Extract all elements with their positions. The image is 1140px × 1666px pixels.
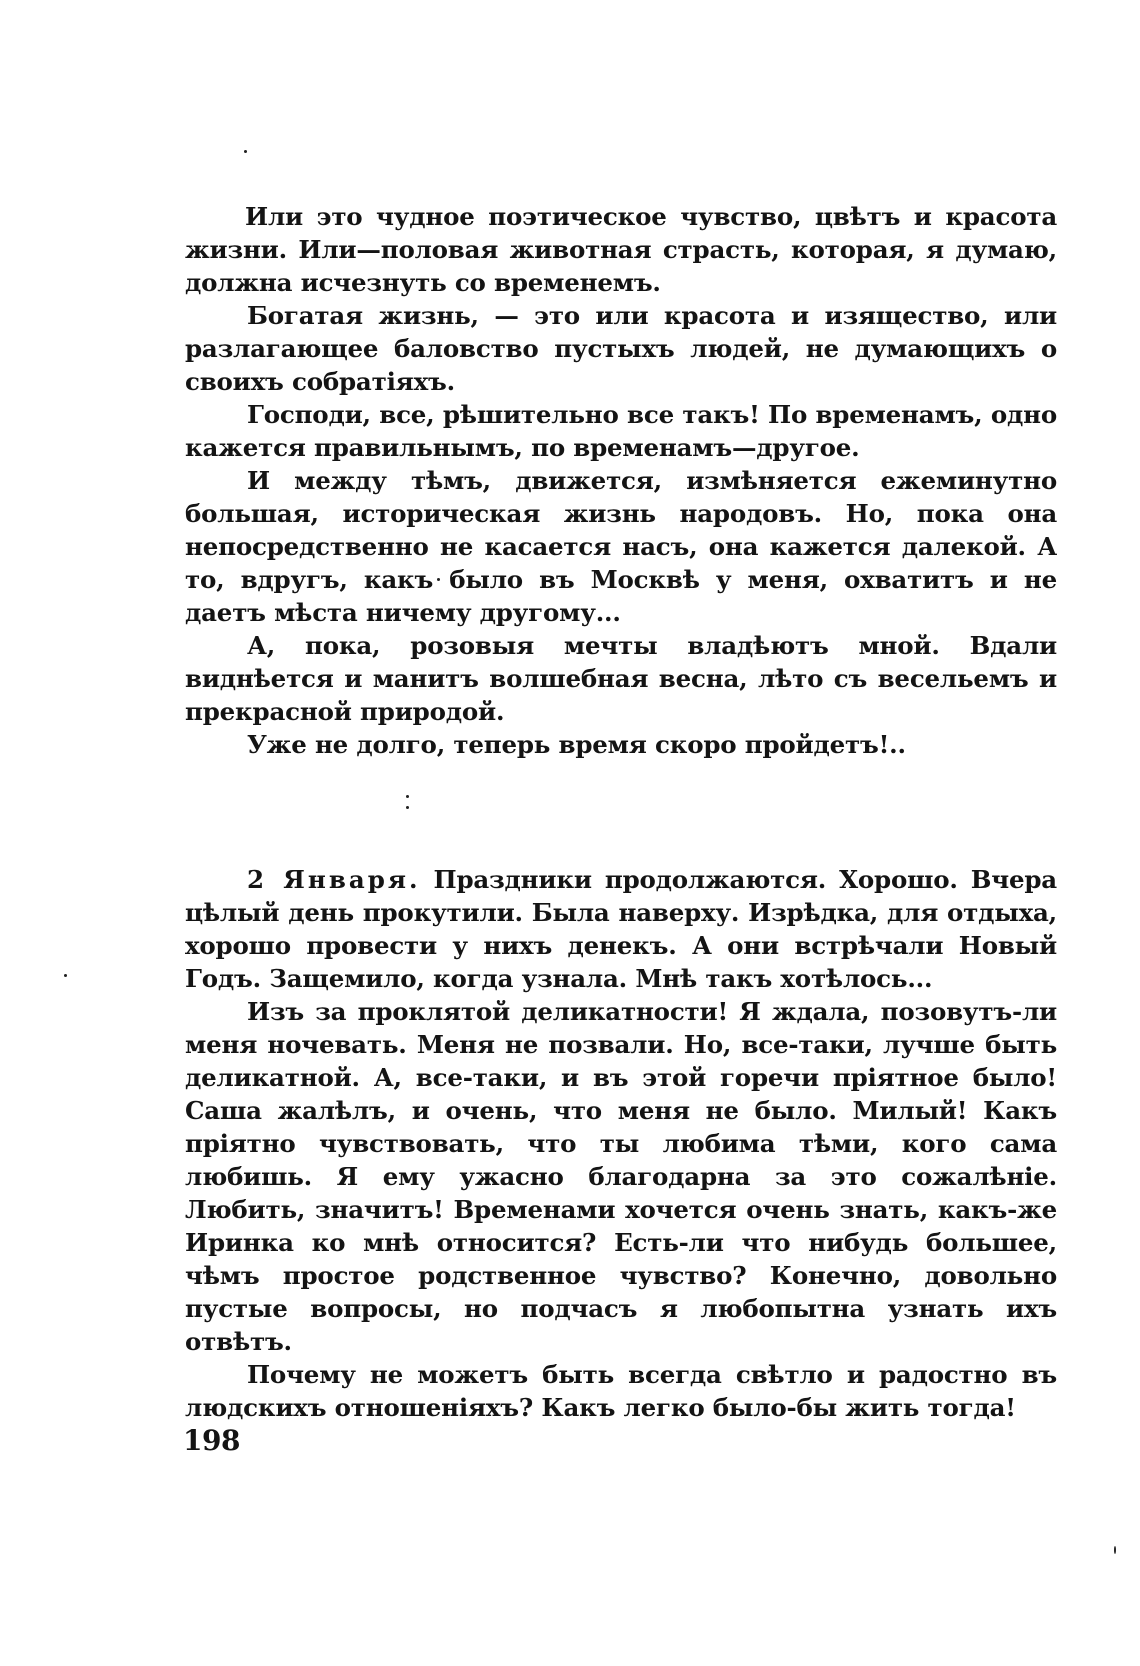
page-number: 198 — [183, 1424, 240, 1457]
scan-speck — [244, 150, 247, 153]
diary-section-2 — [185, 863, 1057, 1424]
paragraph: Почему не можетъ быть всегда свѣтло и радостно въ людскихъ отношеніяхъ? Какъ легко было-бы жить тогда! — [185, 1360, 1057, 1422]
dated-paragraph — [185, 863, 1057, 995]
paragraph: А, пока, розовыя мечты владѣютъ мной. Вдали виднѣется и манитъ волшебная весна, лѣто съ весельемъ и прекрасной природой. — [185, 631, 1057, 726]
scan-speck — [1114, 1546, 1116, 1554]
paragraph-text: Праздники продолжаются. Хорошо. Вчера цѣлый день прокутили. Была наверху. Изрѣдка, для отдыха, хорошо провести у нихъ денекъ. А они встрѣчали Новый Годъ. Защемило, когда узнала. Мнѣ такъ хотѣлось... — [185, 865, 1057, 993]
paragraph: И между тѣмъ, движется, измѣняется ежеминутно большая, историческая жизнь народовъ. Но, пока она непосредственно не касается насъ, она кажется далекой. А то, вдругъ, какъ было въ Москвѣ у меня, охватитъ и не даетъ мѣста ничему другому... — [185, 466, 1057, 627]
paragraph: Или это чудное поэтическое чувство, цвѣтъ и красота жизни. Или—половая животная страсть, которая, я думаю, должна исчезнуть со временемъ. — [185, 202, 1057, 297]
scan-speck — [64, 974, 67, 977]
paragraph: Уже не долго, теперь время скоро пройдетъ!.. — [247, 730, 906, 759]
paragraph: Богатая жизнь, — это или красота и изящество, или разлагающее баловство пустыхъ людей, не думающихъ о своихъ собратіяхъ. — [185, 301, 1057, 396]
paragraph: Господи, все, рѣшительно все такъ! По временамъ, одно кажется правильнымъ, по временамъ—другое. — [185, 400, 1057, 462]
section-separator — [406, 795, 410, 813]
paragraph: Изъ за проклятой деликатности! Я ждала, позовутъ-ли меня ночевать. Меня не позвали. Но, все-таки, лучше быть деликатной. А, все-таки, и въ этой горечи пріятное было! Саша жалѣлъ, и очень, что меня не было. Милый! Какъ пріятно чувствовать, что ты любима тѣми, кого сама любишь. Я ему ужасно благодарна за это сожалѣніе. Любить, значитъ! Временами хочется очень знать, какъ-же Иринка ко мнѣ относится? Есть-ли что нибудь большее, чѣмъ простое родственное чувство? Конечно, довольно пустые вопросы, но подчасъ я любопытна узнать ихъ отвѣтъ. — [185, 997, 1057, 1356]
diary-section-1 — [185, 200, 1057, 761]
entry-date: 2 Января. — [247, 865, 421, 894]
